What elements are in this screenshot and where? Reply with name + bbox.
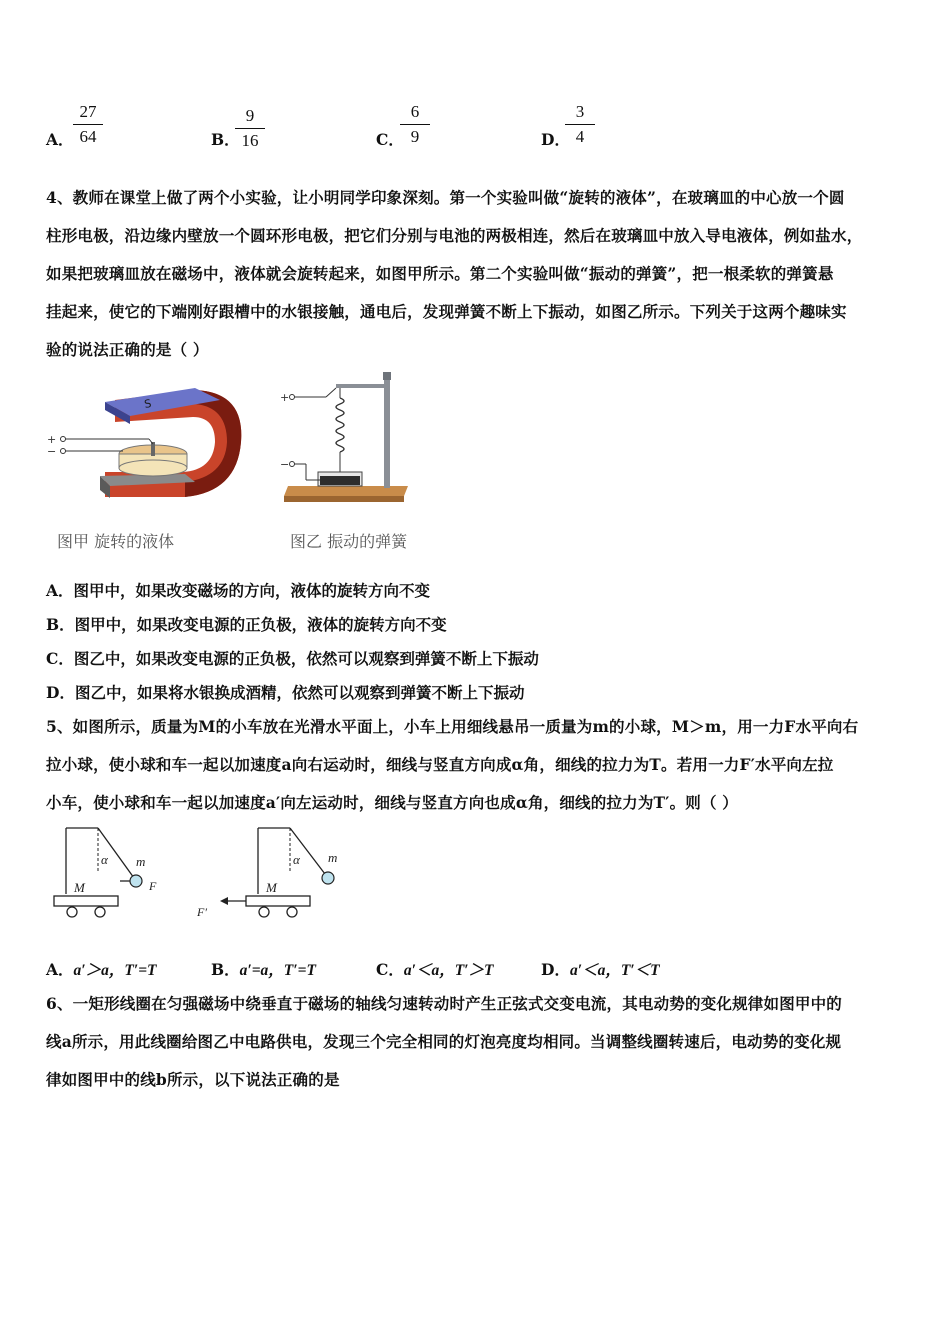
q5-line-2: 拉小球，使小球和车一起以加速度a向右运动时，细线与竖直方向成α角，细线的拉力为T。若用一力F′水平向左拉 bbox=[46, 755, 834, 774]
fraction-denominator: 4 bbox=[575, 127, 585, 146]
ball-mass-label: m bbox=[136, 854, 146, 869]
figure-car-pulled-left bbox=[192, 824, 352, 924]
q4-option-c[interactable]: C．图乙中，如果改变电源的正负极，依然可以观察到弹簧不断上下振动 bbox=[46, 649, 539, 668]
q4-option-b[interactable]: B．图甲中，如果改变电源的正负极，液体的旋转方向不变 bbox=[46, 615, 447, 634]
figure-caption-vibrating-spring: 图乙 振动的弹簧 bbox=[290, 532, 408, 551]
fraction-denominator: 9 bbox=[410, 127, 420, 146]
s-pole-label: S bbox=[143, 396, 153, 411]
minus-terminal-label: − bbox=[47, 445, 57, 458]
minus-terminal-label: − bbox=[280, 458, 290, 471]
q5-option-b[interactable]: B．a′=a，T′=T bbox=[211, 960, 316, 979]
fraction-numerator: 27 bbox=[79, 102, 97, 121]
q6-line-3: 律如图甲中的线b所示，以下说法正确的是 bbox=[46, 1070, 340, 1089]
fraction-numerator: 3 bbox=[575, 102, 585, 121]
q4-option-d[interactable]: D．图乙中，如果将水银换成酒精，依然可以观察到弹簧不断上下振动 bbox=[46, 683, 525, 702]
fraction-denominator: 64 bbox=[79, 127, 97, 146]
q3-option-c-label: C． bbox=[376, 130, 404, 149]
angle-alpha-label: α bbox=[293, 852, 300, 867]
ball-mass-label: m bbox=[328, 850, 338, 865]
figure-vibrating-spring bbox=[280, 368, 425, 506]
fraction-numerator: 9 bbox=[245, 106, 255, 125]
q3-option-d-label: D． bbox=[541, 130, 570, 149]
plus-terminal-label: + bbox=[47, 433, 57, 446]
q3-option-b-label: B． bbox=[211, 130, 240, 149]
angle-alpha-label: α bbox=[101, 852, 108, 867]
force-f-prime-label: F′ bbox=[197, 905, 207, 919]
q5-option-c[interactable]: C．a′＜a，T′＞T bbox=[376, 960, 494, 979]
car-mass-label: M bbox=[266, 880, 277, 895]
q3-option-d-fraction bbox=[565, 102, 595, 147]
q5-option-d[interactable]: D．a′＜a，T′＜T bbox=[541, 960, 660, 979]
fraction-denominator: 16 bbox=[241, 131, 259, 150]
q5-line-3: 小车，使小球和车一起以加速度a′向左运动时，细线与竖直方向也成α角，细线的拉力为T′。则（ ） bbox=[46, 793, 738, 812]
figure-car-pulled-right bbox=[50, 824, 170, 924]
plus-terminal-label: + bbox=[280, 391, 290, 404]
q4-line-3: 如果把玻璃皿放在磁场中，液体就会旋转起来，如图甲所示。第二个实验叫做“振动的弹簧”，把一根柔软的弹簧悬 bbox=[46, 264, 834, 283]
force-f-label: F bbox=[149, 879, 157, 893]
q6-line-2: 线a所示，用此线圈给图乙中电路供电，发现三个完全相同的灯泡亮度均相同。当调整线圈转速后，电动势的变化规 bbox=[46, 1032, 842, 1051]
fraction-numerator: 6 bbox=[410, 102, 420, 121]
q6-line-1: 6、一矩形线圈在匀强磁场中绕垂直于磁场的轴线匀速转动时产生正弦式交变电流，其电动势的变化规律如图甲中的 bbox=[46, 994, 842, 1013]
q3-option-b-fraction bbox=[235, 106, 265, 151]
q4-line-1: 4、教师在课堂上做了两个小实验，让小明同学印象深刻。第一个实验叫做“旋转的液体”，在玻璃皿的中心放一个圆 bbox=[46, 188, 845, 207]
figure-caption-rotating-liquid: 图甲 旋转的液体 bbox=[57, 532, 175, 551]
q3-option-c-fraction bbox=[400, 102, 430, 147]
car-mass-label: M bbox=[74, 880, 85, 895]
figure-rotating-liquid bbox=[45, 372, 245, 502]
q4-line-4: 挂起来，使它的下端刚好跟槽中的水银接触，通电后，发现弹簧不断上下振动，如图乙所示。下列关于这两个趣味实 bbox=[46, 302, 847, 321]
q4-line-2: 柱形电极，沿边缘内壁放一个圆环形电极，把它们分别与电池的两极相连，然后在玻璃皿中放入导电液体，例如盐水， bbox=[46, 226, 863, 245]
q5-line-1: 5、如图所示，质量为M的小车放在光滑水平面上，小车上用细线悬吊一质量为m的小球，M＞m，用一力F水平向右 bbox=[46, 717, 859, 736]
q3-option-a-fraction bbox=[73, 102, 103, 147]
q4-line-5: 验的说法正确的是（ ） bbox=[46, 340, 209, 359]
q3-option-a-label: A． bbox=[46, 130, 74, 149]
q4-option-a[interactable]: A．图甲中，如果改变磁场的方向，液体的旋转方向不变 bbox=[46, 581, 431, 600]
q5-option-a[interactable]: A．a′＞a，T′=T bbox=[46, 960, 157, 979]
